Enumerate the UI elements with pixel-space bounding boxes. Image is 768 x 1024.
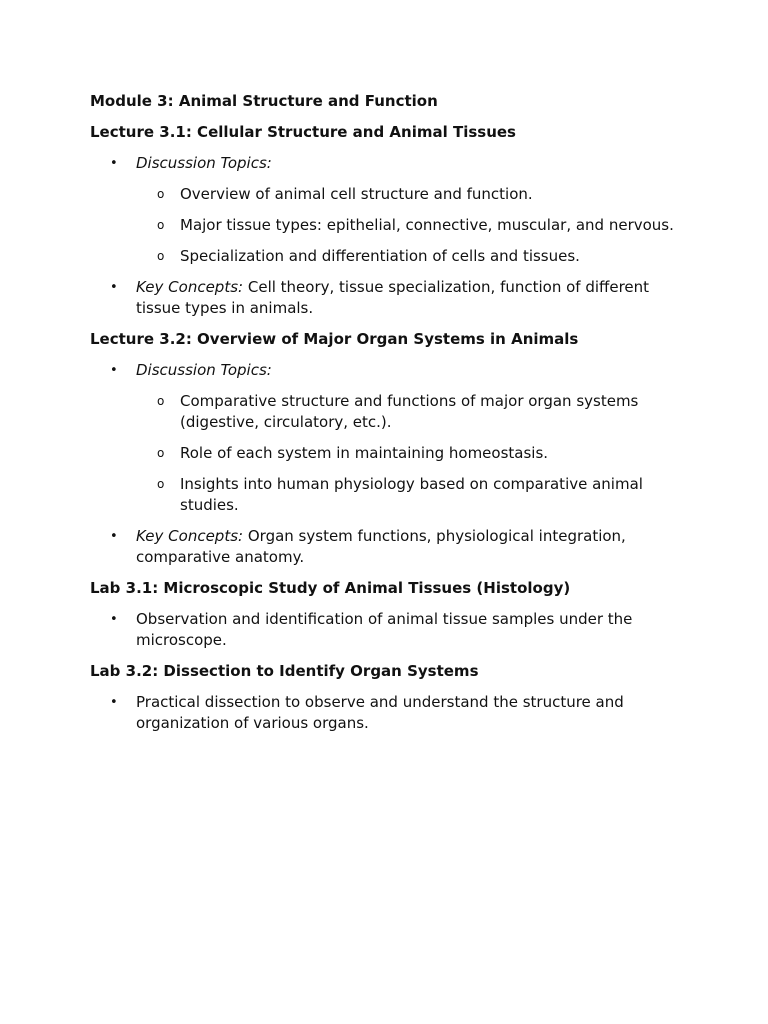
sub-bullet-icon: o — [157, 249, 165, 263]
topic-text: Major tissue types: epithelial, connective, muscular, and nervous. — [180, 216, 674, 234]
sublist-item — [135, 443, 690, 464]
key-concepts-label: Key Concepts: — [136, 527, 244, 545]
topic-text: Specialization and differentiation of cells and tissues. — [180, 247, 580, 265]
bullet-icon: • — [110, 363, 118, 378]
module-title: Module 3: Animal Structure and Function — [90, 92, 438, 110]
lecture-3-1-heading: Lecture 3.1: Cellular Structure and Animal Tissues — [90, 123, 516, 141]
lab-item-text: Observation and identification of animal tissue samples under the microscope. — [136, 610, 633, 649]
topic-text: Comparative structure and functions of major organ systems (digestive, circulatory, etc.). — [180, 392, 639, 431]
lecture-3-2-heading: Lecture 3.2: Overview of Major Organ Systems in Animals — [90, 330, 579, 348]
list-item — [90, 277, 690, 319]
sub-bullet-icon: o — [157, 218, 165, 232]
sub-bullet-icon: o — [157, 477, 165, 491]
bullet-icon: • — [110, 695, 118, 710]
bullet-icon: • — [110, 156, 118, 171]
topic-text: Overview of animal cell structure and function. — [180, 185, 533, 203]
discussion-topics-label: Discussion Topics: — [136, 361, 272, 379]
document-page — [90, 91, 690, 744]
bullet-icon: • — [110, 612, 118, 627]
topic-text: Role of each system in maintaining homeostasis. — [180, 444, 549, 462]
discussion-topics-label: Discussion Topics: — [136, 154, 272, 172]
list-item — [90, 360, 690, 516]
sublist-item — [135, 474, 690, 516]
sublist — [136, 184, 690, 267]
sublist-item — [135, 215, 690, 236]
bullet-icon: • — [110, 280, 118, 295]
list-item — [90, 526, 690, 568]
sublist — [136, 391, 690, 516]
topic-text: Insights into human physiology based on comparative animal studies. — [180, 475, 643, 514]
key-concepts-label: Key Concepts: — [136, 278, 244, 296]
sub-bullet-icon: o — [157, 446, 165, 460]
list-item — [90, 692, 690, 734]
list-item — [90, 153, 690, 267]
sub-bullet-icon: o — [157, 187, 165, 201]
lab-3-2-heading: Lab 3.2: Dissection to Identify Organ Systems — [90, 662, 479, 680]
key-concepts-text: Organ system functions, physiological integration, comparative anatomy. — [136, 527, 626, 566]
bullet-icon: • — [110, 529, 118, 544]
sublist-item — [135, 391, 690, 433]
key-concepts-text: Cell theory, tissue specialization, function of different tissue types in animals. — [136, 278, 650, 317]
lab-item-text: Practical dissection to observe and understand the structure and organization of various organs. — [136, 693, 624, 732]
list-item — [90, 609, 690, 651]
sublist-item — [135, 184, 690, 205]
sublist-item — [135, 246, 690, 267]
lab-3-1-heading: Lab 3.1: Microscopic Study of Animal Tissues (Histology) — [90, 579, 571, 597]
sub-bullet-icon: o — [157, 394, 165, 408]
